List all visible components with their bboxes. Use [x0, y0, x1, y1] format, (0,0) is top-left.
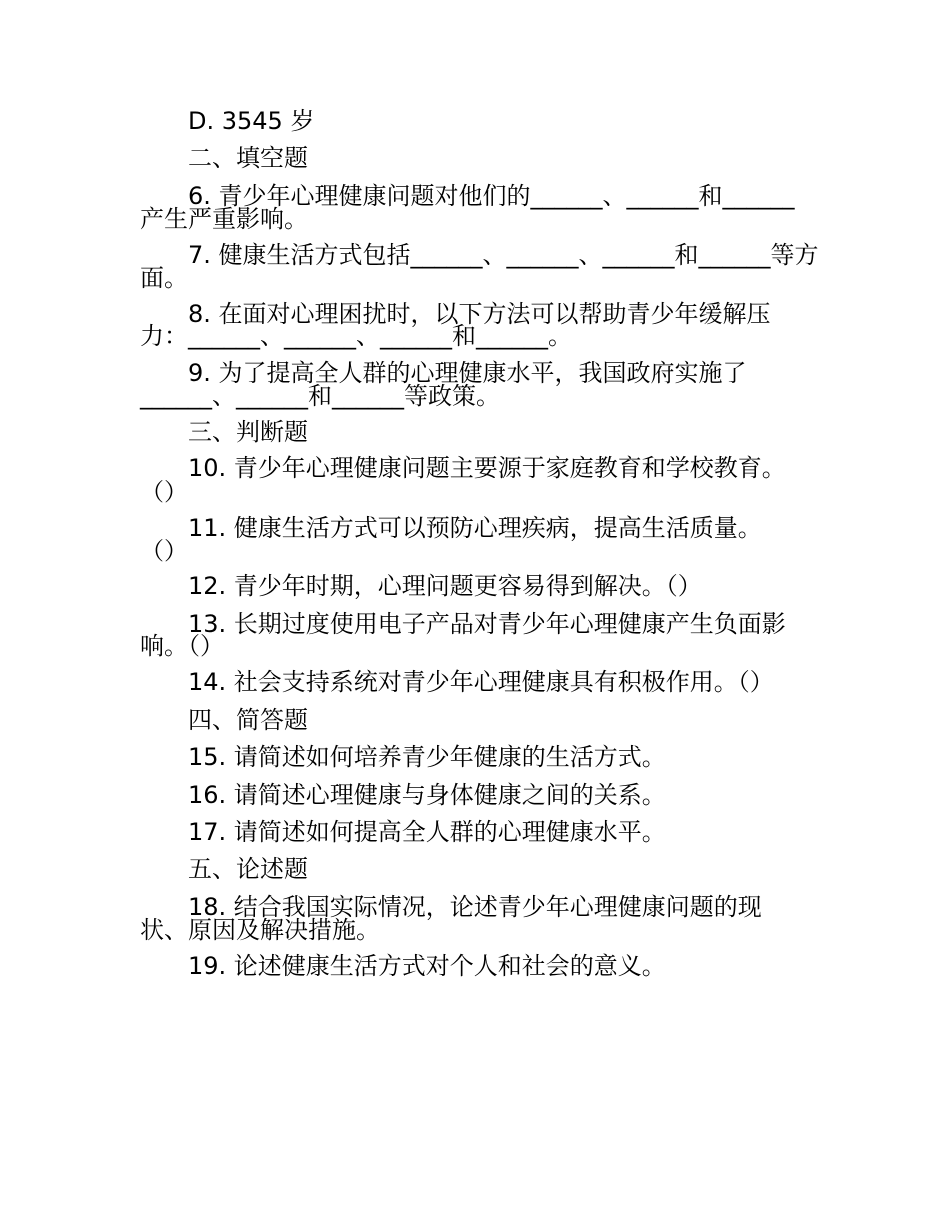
question-12: 12. 青少年时期，心理问题更容易得到解决。（）	[188, 572, 702, 600]
question-15: 15. 请简述如何培养青少年健康的生活方式。	[188, 743, 666, 771]
section-short-answer-heading: 四、简答题	[188, 706, 308, 734]
question-18-line-2: 状、原因及解决措施。	[140, 916, 380, 944]
question-9-line-2: ______、______和______等政策。	[140, 382, 500, 410]
question-13-line-2: 响。（）	[140, 632, 224, 660]
section-fill-in-heading: 二、填空题	[188, 144, 308, 172]
question-13-line-1: 13. 长期过度使用电子产品对青少年心理健康产生负面影	[188, 610, 786, 638]
question-17: 17. 请简述如何提高全人群的心理健康水平。	[188, 818, 666, 846]
question-6-line-1: 6. 青少年心理健康问题对他们的______、______和______	[188, 182, 795, 210]
question-7-line-1: 7. 健康生活方式包括______、______、______和______等方	[188, 241, 819, 269]
question-7-line-2: 面。	[140, 264, 188, 292]
question-6-line-2: 产生严重影响。	[140, 205, 308, 233]
section-true-false-heading: 三、判断题	[188, 418, 308, 446]
question-16: 16. 请简述心理健康与身体健康之间的关系。	[188, 781, 666, 809]
question-10-line-1: 10. 青少年心理健康问题主要源于家庭教育和学校教育。	[188, 454, 786, 482]
question-8-line-1: 8. 在面对心理困扰时，以下方法可以帮助青少年缓解压	[188, 300, 771, 328]
question-19: 19. 论述健康生活方式对个人和社会的意义。	[188, 952, 666, 980]
question-10-line-2: （）	[140, 478, 188, 506]
question-9-line-1: 9. 为了提高全人群的心理健康水平，我国政府实施了	[188, 359, 747, 387]
question-14: 14. 社会支持系统对青少年心理健康具有积极作用。（）	[188, 668, 774, 696]
question-18-line-1: 18. 结合我国实际情况，论述青少年心理健康问题的现	[188, 893, 762, 921]
question-8-line-2: 力：______、______、______和______。	[140, 322, 572, 350]
section-essay-heading: 五、论述题	[188, 855, 308, 883]
question-11-line-1: 11. 健康生活方式可以预防心理疾病，提高生活质量。	[188, 514, 762, 542]
option-d: D. 3545 岁	[188, 107, 315, 135]
question-11-line-2: （）	[140, 537, 188, 565]
